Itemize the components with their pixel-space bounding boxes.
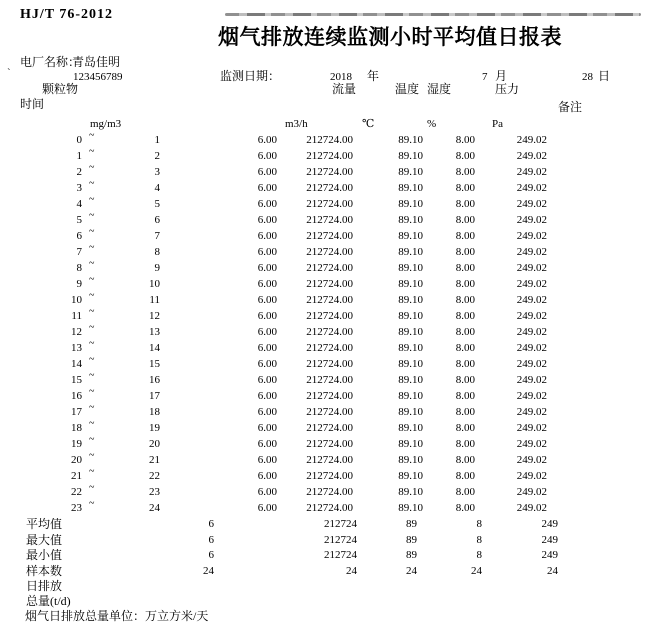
cell-hour-from: 12	[71, 326, 82, 338]
cell-hour-to: 14	[149, 342, 160, 354]
cell-flow: 212724.00	[306, 486, 353, 498]
cell-humidity: 8.00	[455, 470, 475, 482]
cell-hour-from: 9	[76, 278, 82, 290]
summary-label: 最大值	[26, 533, 63, 547]
col-header-remark: 备注	[558, 100, 583, 114]
cell-hour-from: 23	[71, 502, 82, 514]
date-month-value: 7	[482, 71, 488, 83]
cell-pressure: 249.02	[516, 454, 547, 466]
cell-hour-from: 4	[76, 198, 82, 210]
cell-temp: 89.10	[398, 470, 423, 482]
cell-flow: 212724.00	[306, 422, 353, 434]
cell-pressure: 249.02	[516, 214, 547, 226]
cell-flow: 212724.00	[306, 198, 353, 210]
tilde-mark: ~	[89, 210, 95, 221]
cell-temp: 89.10	[398, 502, 423, 514]
cell-pressure: 249.02	[516, 182, 547, 194]
cell-pm: 6.00	[257, 326, 277, 338]
summary-flow: 212724	[324, 549, 357, 561]
cell-pm: 6.00	[257, 198, 277, 210]
cell-pm: 6.00	[257, 422, 277, 434]
cell-temp: 89.10	[398, 246, 423, 258]
summary-pm: 6	[208, 518, 214, 530]
tilde-mark: ~	[89, 178, 95, 189]
cell-flow: 212724.00	[306, 342, 353, 354]
cell-flow: 212724.00	[306, 230, 353, 242]
cell-pm: 6.00	[257, 342, 277, 354]
cell-hour-to: 13	[149, 326, 160, 338]
cell-temp: 89.10	[398, 150, 423, 162]
cell-pm: 6.00	[257, 470, 277, 482]
table-row	[0, 500, 646, 516]
cell-temp: 89.10	[398, 406, 423, 418]
cell-pressure: 249.02	[516, 390, 547, 402]
cell-humidity: 8.00	[455, 502, 475, 514]
cell-pressure: 249.02	[516, 438, 547, 450]
monitor-date-label: 监测日期：	[220, 69, 281, 83]
cell-pm: 6.00	[257, 406, 277, 418]
cell-humidity: 8.00	[455, 406, 475, 418]
cell-pressure: 249.02	[516, 262, 547, 274]
tilde-mark: ~	[89, 226, 95, 237]
cell-pressure: 249.02	[516, 358, 547, 370]
cell-pm: 6.00	[257, 502, 277, 514]
summary-pm: 6	[208, 549, 214, 561]
cell-pressure: 249.02	[516, 486, 547, 498]
cell-pm: 6.00	[257, 134, 277, 146]
cell-pm: 6.00	[257, 166, 277, 178]
cell-flow: 212724.00	[306, 502, 353, 514]
cell-humidity: 8.00	[455, 134, 475, 146]
cell-humidity: 8.00	[455, 294, 475, 306]
cell-pm: 6.00	[257, 390, 277, 402]
cell-pressure: 249.02	[516, 374, 547, 386]
cell-hour-from: 14	[71, 358, 82, 370]
cell-humidity: 8.00	[455, 262, 475, 274]
cell-hour-to: 10	[149, 278, 160, 290]
cell-flow: 212724.00	[306, 454, 353, 466]
tilde-mark: ~	[89, 306, 95, 317]
cell-pm: 6.00	[257, 374, 277, 386]
cell-flow: 212724.00	[306, 374, 353, 386]
cell-pressure: 249.02	[516, 278, 547, 290]
cell-pressure: 249.02	[516, 502, 547, 514]
cell-humidity: 8.00	[455, 486, 475, 498]
cell-pm: 6.00	[257, 182, 277, 194]
cell-flow: 212724.00	[306, 294, 353, 306]
cell-temp: 89.10	[398, 230, 423, 242]
cell-pressure: 249.02	[516, 406, 547, 418]
plant-name-value: 青岛佳明	[72, 55, 121, 69]
cell-flow: 212724.00	[306, 134, 353, 146]
cell-pm: 6.00	[257, 246, 277, 258]
cell-temp: 89.10	[398, 438, 423, 450]
tilde-mark: ~	[89, 434, 95, 445]
tilde-mark: ~	[89, 354, 95, 365]
cell-humidity: 8.00	[455, 422, 475, 434]
page-title: 烟气排放连续监测小时平均值日报表	[218, 25, 562, 49]
cell-pm: 6.00	[257, 294, 277, 306]
cell-hour-from: 0	[76, 134, 82, 146]
summary-row	[0, 563, 646, 579]
cell-flow: 212724.00	[306, 182, 353, 194]
cell-hour-to: 22	[149, 470, 160, 482]
col-header-pressure: 压力	[495, 82, 520, 96]
cell-pm: 6.00	[257, 438, 277, 450]
cell-flow: 212724.00	[306, 214, 353, 226]
cell-hour-to: 19	[149, 422, 160, 434]
tilde-mark: ~	[89, 322, 95, 333]
cell-hour-to: 7	[154, 230, 160, 242]
tilde-mark: ~	[89, 450, 95, 461]
summary-temp: 89	[406, 518, 417, 530]
summary-pm: 6	[208, 534, 214, 546]
cell-temp: 89.10	[398, 310, 423, 322]
date-month-unit: 月	[495, 69, 508, 83]
cell-hour-to: 18	[149, 406, 160, 418]
cell-hour-from: 1	[76, 150, 82, 162]
tilde-mark: ~	[89, 386, 95, 397]
cell-hour-to: 1	[154, 134, 160, 146]
cell-humidity: 8.00	[455, 278, 475, 290]
cell-humidity: 8.00	[455, 342, 475, 354]
cell-pressure: 249.02	[516, 294, 547, 306]
cell-flow: 212724.00	[306, 358, 353, 370]
cell-temp: 89.10	[398, 166, 423, 178]
tilde-mark: ~	[89, 194, 95, 205]
cell-hour-to: 23	[149, 486, 160, 498]
cell-hour-from: 17	[71, 406, 82, 418]
summary-row	[0, 532, 646, 548]
cell-hour-from: 3	[76, 182, 82, 194]
unit-temp: ℃	[362, 118, 375, 130]
summary-flow: 212724	[324, 534, 357, 546]
date-year-value: 2018	[330, 71, 352, 83]
unit-flow: m3/h	[285, 118, 308, 130]
cell-pm: 6.00	[257, 454, 277, 466]
scan-artifact-line	[225, 13, 641, 16]
cell-temp: 89.10	[398, 374, 423, 386]
cell-hour-from: 13	[71, 342, 82, 354]
tilde-mark: ~	[89, 418, 95, 429]
cell-temp: 89.10	[398, 278, 423, 290]
cell-temp: 89.10	[398, 422, 423, 434]
cell-pressure: 249.02	[516, 230, 547, 242]
cell-humidity: 8.00	[455, 182, 475, 194]
cell-temp: 89.10	[398, 262, 423, 274]
summary-row	[0, 516, 646, 532]
cell-flow: 212724.00	[306, 166, 353, 178]
plant-code-value: 123456789	[73, 71, 123, 83]
cell-hour-to: 15	[149, 358, 160, 370]
cell-hour-to: 5	[154, 198, 160, 210]
cell-humidity: 8.00	[455, 326, 475, 338]
tilde-mark: ~	[89, 498, 95, 509]
summary-pm: 24	[203, 565, 214, 577]
cell-hour-to: 20	[149, 438, 160, 450]
tilde-mark: ~	[89, 274, 95, 285]
summary-humidity: 8	[476, 534, 482, 546]
cell-pressure: 249.02	[516, 150, 547, 162]
col-header-humidity: 湿度	[427, 82, 452, 96]
cell-flow: 212724.00	[306, 278, 353, 290]
cell-temp: 89.10	[398, 390, 423, 402]
cell-flow: 212724.00	[306, 438, 353, 450]
cell-humidity: 8.00	[455, 374, 475, 386]
cell-humidity: 8.00	[455, 358, 475, 370]
cell-pm: 6.00	[257, 278, 277, 290]
cell-flow: 212724.00	[306, 310, 353, 322]
cell-hour-from: 19	[71, 438, 82, 450]
tilde-mark: ~	[89, 146, 95, 157]
cell-hour-from: 5	[76, 214, 82, 226]
cell-humidity: 8.00	[455, 310, 475, 322]
summary-humidity: 24	[471, 565, 482, 577]
cell-humidity: 8.00	[455, 438, 475, 450]
cell-temp: 89.10	[398, 198, 423, 210]
date-day-unit: 日	[598, 69, 611, 83]
cell-humidity: 8.00	[455, 150, 475, 162]
summary-temp: 89	[406, 549, 417, 561]
tick-mark: `	[7, 67, 11, 79]
cell-temp: 89.10	[398, 214, 423, 226]
cell-hour-from: 15	[71, 374, 82, 386]
cell-hour-from: 18	[71, 422, 82, 434]
cell-hour-to: 12	[149, 310, 160, 322]
cell-hour-to: 17	[149, 390, 160, 402]
summary-humidity: 8	[476, 518, 482, 530]
tilde-mark: ~	[89, 466, 95, 477]
cell-humidity: 8.00	[455, 390, 475, 402]
cell-hour-from: 22	[71, 486, 82, 498]
cell-pressure: 249.02	[516, 470, 547, 482]
cell-hour-from: 21	[71, 470, 82, 482]
col-header-time: 时间	[20, 97, 45, 111]
plant-name-label: 电厂名称：	[20, 55, 81, 69]
cell-humidity: 8.00	[455, 166, 475, 178]
cell-hour-from: 11	[71, 310, 82, 322]
tilde-mark: ~	[89, 402, 95, 413]
cell-pm: 6.00	[257, 310, 277, 322]
cell-flow: 212724.00	[306, 262, 353, 274]
cell-hour-to: 21	[149, 454, 160, 466]
daily-emission-label: 日排放	[26, 579, 63, 593]
summary-pressure: 249	[541, 518, 558, 530]
summary-label: 样本数	[26, 564, 63, 578]
footer-note: 烟气日排放总量单位：万立方米/天	[25, 609, 209, 623]
cell-humidity: 8.00	[455, 454, 475, 466]
col-header-temp: 温度	[395, 82, 420, 96]
cell-pm: 6.00	[257, 358, 277, 370]
cell-hour-to: 6	[154, 214, 160, 226]
cell-temp: 89.10	[398, 294, 423, 306]
cell-flow: 212724.00	[306, 246, 353, 258]
summary-flow: 212724	[324, 518, 357, 530]
unit-humidity: %	[427, 118, 437, 130]
cell-flow: 212724.00	[306, 150, 353, 162]
cell-hour-from: 20	[71, 454, 82, 466]
cell-pressure: 249.02	[516, 342, 547, 354]
cell-humidity: 8.00	[455, 198, 475, 210]
summary-pressure: 249	[541, 534, 558, 546]
total-label: 总量(t/d)	[26, 594, 71, 608]
tilde-mark: ~	[89, 290, 95, 301]
cell-flow: 212724.00	[306, 470, 353, 482]
col-header-flow: 流量	[332, 82, 357, 96]
cell-temp: 89.10	[398, 134, 423, 146]
tilde-mark: ~	[89, 370, 95, 381]
cell-temp: 89.10	[398, 326, 423, 338]
cell-temp: 89.10	[398, 182, 423, 194]
tilde-mark: ~	[89, 338, 95, 349]
cell-temp: 89.10	[398, 358, 423, 370]
date-year-unit: 年	[367, 69, 380, 83]
cell-hour-to: 9	[154, 262, 160, 274]
cell-pm: 6.00	[257, 262, 277, 274]
cell-temp: 89.10	[398, 486, 423, 498]
cell-hour-to: 24	[149, 502, 160, 514]
tilde-mark: ~	[89, 258, 95, 269]
summary-temp: 24	[406, 565, 417, 577]
summary-label: 最小值	[26, 548, 63, 562]
cell-pm: 6.00	[257, 214, 277, 226]
cell-hour-to: 2	[154, 150, 160, 162]
cell-hour-from: 8	[76, 262, 82, 274]
cell-pressure: 249.02	[516, 134, 547, 146]
cell-pm: 6.00	[257, 230, 277, 242]
cell-hour-from: 10	[71, 294, 82, 306]
date-day-value: 28	[582, 71, 593, 83]
cell-pressure: 249.02	[516, 422, 547, 434]
cell-hour-from: 7	[76, 246, 82, 258]
cell-temp: 89.10	[398, 342, 423, 354]
cell-flow: 212724.00	[306, 406, 353, 418]
cell-hour-to: 16	[149, 374, 160, 386]
cell-flow: 212724.00	[306, 390, 353, 402]
summary-label: 平均值	[26, 517, 63, 531]
cell-pressure: 249.02	[516, 166, 547, 178]
cell-pressure: 249.02	[516, 310, 547, 322]
cell-humidity: 8.00	[455, 246, 475, 258]
cell-temp: 89.10	[398, 454, 423, 466]
unit-pressure: Pa	[492, 118, 503, 130]
cell-flow: 212724.00	[306, 326, 353, 338]
tilde-mark: ~	[89, 162, 95, 173]
cell-hour-to: 8	[154, 246, 160, 258]
cell-humidity: 8.00	[455, 214, 475, 226]
cell-pressure: 249.02	[516, 198, 547, 210]
summary-pressure: 249	[541, 549, 558, 561]
cell-hour-from: 16	[71, 390, 82, 402]
summary-temp: 89	[406, 534, 417, 546]
summary-humidity: 8	[476, 549, 482, 561]
cell-hour-to: 3	[154, 166, 160, 178]
summary-flow: 24	[346, 565, 357, 577]
tilde-mark: ~	[89, 482, 95, 493]
tilde-mark: ~	[89, 130, 95, 141]
summary-pressure: 24	[547, 565, 558, 577]
cell-hour-from: 6	[76, 230, 82, 242]
summary-row	[0, 547, 646, 563]
cell-pressure: 249.02	[516, 326, 547, 338]
cell-hour-to: 4	[154, 182, 160, 194]
cell-pressure: 249.02	[516, 246, 547, 258]
col-header-pm: 颗粒物	[42, 82, 79, 96]
standard-code: HJ/T 76-2012	[20, 7, 114, 22]
cell-pm: 6.00	[257, 150, 277, 162]
cell-humidity: 8.00	[455, 230, 475, 242]
cell-hour-to: 11	[149, 294, 160, 306]
cell-pm: 6.00	[257, 486, 277, 498]
unit-pm: mg/m3	[90, 118, 122, 130]
tilde-mark: ~	[89, 242, 95, 253]
cell-hour-from: 2	[76, 166, 82, 178]
